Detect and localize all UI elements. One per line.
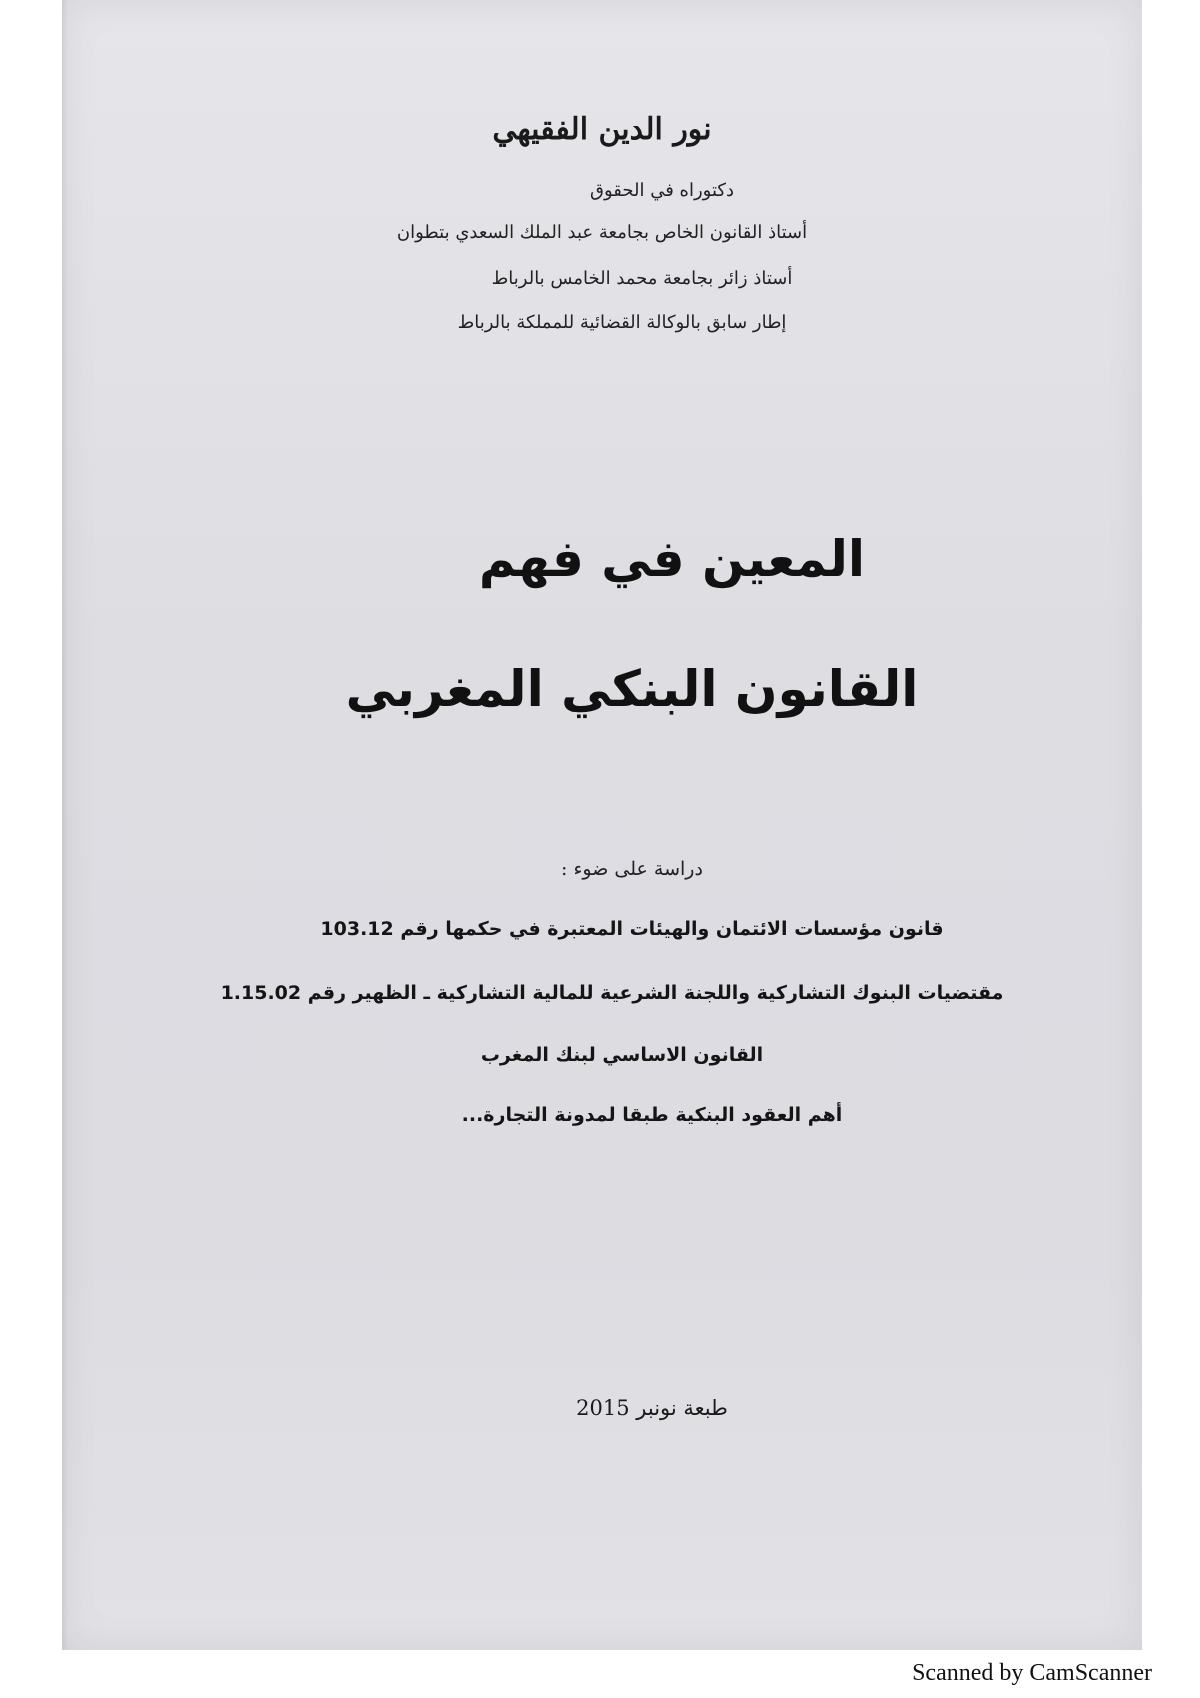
study-topic: قانون مؤسسات الائتمان والهيئات المعتبرة في حكمها رقم 103.12 (320, 918, 944, 940)
study-intro: دراسة على ضوء : (561, 858, 703, 880)
author-credential-degree: دكتوراه في الحقوق (590, 180, 734, 201)
author-name: نور الدين الفقيهي (492, 112, 712, 147)
author-credential-professor: أستاذ القانون الخاص بجامعة عبد الملك السعدي بتطوان (396, 222, 808, 243)
study-topic: أهم العقود البنكية طبقا لمدونة التجارة... (461, 1104, 843, 1126)
edition-date: طبعة نونبر 2015 (576, 1396, 728, 1420)
scanner-watermark: Scanned by CamScanner (912, 1660, 1152, 1686)
study-topic: القانون الاساسي لبنك المغرب (480, 1044, 764, 1066)
author-credential-former: إطار سابق بالوكالة القضائية للمملكة بالرباط (457, 312, 787, 333)
book-title-line-1: المعين في فهم (478, 530, 866, 588)
author-credential-visiting: أستاذ زائر بجامعة محمد الخامس بالرباط (491, 268, 793, 289)
study-topic: مقتضيات البنوك التشاركية واللجنة الشرعية للمالية التشاركية ـ الظهير رقم 1.15.02 (220, 982, 1004, 1004)
book-title-line-2: القانون البنكي المغربي (345, 660, 919, 718)
scanned-page (62, 0, 1142, 1650)
